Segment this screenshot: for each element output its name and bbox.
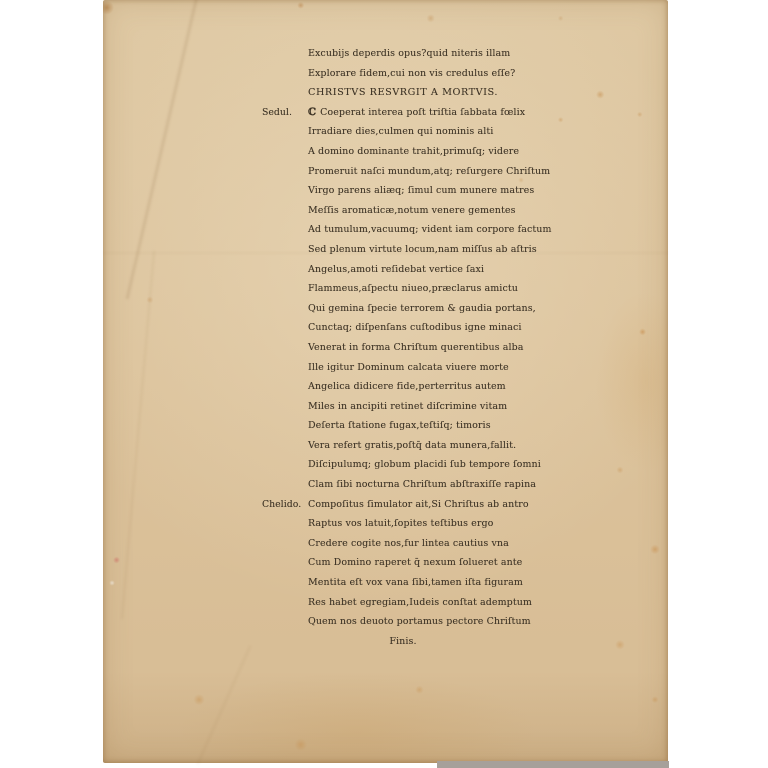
verse-line (308, 612, 658, 632)
line-text: Finis. (389, 635, 417, 647)
verse-line (308, 279, 658, 299)
verse-line (308, 553, 658, 573)
margin-note: Chelido. (262, 498, 302, 510)
verse-line (308, 436, 658, 456)
margin-note: Sedul. (262, 106, 292, 118)
verse-line (308, 142, 658, 162)
line-text: Coeperat interea poſt triſtia ſabbata fœlix (320, 106, 526, 118)
verse-line (308, 593, 658, 613)
line-text: Irradiare dies,culmen qui nominis alti (308, 126, 494, 138)
verse-line (308, 534, 658, 554)
line-text: Sed plenum virtute locum,nam miſſus ab aſtris (308, 243, 537, 255)
line-text: Ille igitur Dominum calcata viuere morte (308, 361, 509, 373)
section-heading (308, 83, 498, 103)
verse-line (262, 495, 658, 515)
line-text: Raptus vos latuit,ſopites teſtibus ergo (308, 518, 494, 530)
line-text: A domino dominante trahit,primuſq; videre (308, 145, 520, 157)
verse-line (308, 162, 658, 182)
line-text: CHRISTVS RESVRGIT A MORTVIS. (308, 87, 499, 99)
line-text: Angelus,amoti reſidebat vertice ſaxi (308, 263, 485, 275)
verse-line (308, 44, 658, 64)
line-text: Credere cogite nos,fur lintea cautius vna (308, 537, 509, 549)
line-text: Compoſitus ſimulator ait,Si Chriſtus ab antro (308, 498, 529, 510)
line-text: Mentita eſt vox vana ſibi,tamen iſta figuram (308, 577, 523, 589)
line-text: Cum Domino raperet q̄ nexum ſolueret ante (308, 557, 523, 569)
line-text: Diſcipulumq; globum placidi ſub tempore ſomni (308, 459, 541, 471)
line-text: Cunctaq; diſpenſans cuſtodibus igne minaci (308, 322, 522, 334)
verse-line (308, 377, 658, 397)
verse-line (308, 240, 658, 260)
verse-line (308, 514, 658, 534)
verse-line (262, 103, 658, 123)
capitulum-mark-icon: ℂ (308, 106, 317, 118)
verse-line (308, 181, 658, 201)
verse-line (308, 338, 658, 358)
line-text: Deſerta ſtatione fugax,teſtiſq; timoris (308, 420, 491, 432)
line-text: Miles in ancipiti retinet diſcrimine vitam (308, 400, 508, 412)
verse-line (308, 64, 658, 84)
line-text: Venerat in forma Chriſtum querentibus alba (308, 341, 524, 353)
line-text: Excubijs deperdis opus?quid niteris illam (308, 48, 511, 59)
verse-line (308, 475, 658, 495)
finis-line (308, 632, 498, 652)
crease-mark (197, 645, 252, 765)
page-shadow (437, 761, 669, 768)
book-page (103, 0, 668, 763)
text-lines (262, 44, 658, 651)
verse-line (308, 358, 658, 378)
verse-line (308, 260, 658, 280)
verse-line (308, 397, 658, 417)
line-text: Ad tumulum,vacuumq; vident iam corpore factum (308, 224, 552, 236)
line-text: Clam ſibi nocturna Chriſtum abſtraxiſſe rapina (308, 479, 536, 491)
line-text: Meſſis aromaticæ,notum venere gementes (308, 204, 516, 216)
verse-line (308, 122, 658, 142)
verse-line (308, 416, 658, 436)
crease-mark (126, 0, 200, 299)
verse-line (308, 299, 658, 319)
verse-line (308, 573, 658, 593)
line-text: Virgo parens aliæq; ſimul cum munere matres (308, 185, 535, 197)
line-text: Vera refert gratis,poſtq̄ data munera,fallit. (308, 439, 517, 451)
verse-line (308, 201, 658, 221)
line-text: Res habet egregiam,Iudeis conſtat ademptum (308, 596, 532, 608)
crease-mark (121, 251, 155, 620)
line-text: Explorare fidem,cui non vis credulus eſſe? (308, 67, 516, 79)
line-text: Quem nos deuoto portamus pectore Chriſtum (308, 616, 531, 628)
verse-line (308, 318, 658, 338)
verse-line (308, 220, 658, 240)
verse-line (308, 455, 658, 475)
line-text: Angelica didicere fide,perterritus autem (308, 381, 506, 393)
line-text: Flammeus,aſpectu niueo,præclarus amictu (308, 283, 518, 295)
line-text: Promeruit naſci mundum,atq; reſurgere Chriſtum (308, 165, 551, 177)
line-text: Qui gemina ſpecie terrorem & gaudia portans, (308, 302, 536, 314)
